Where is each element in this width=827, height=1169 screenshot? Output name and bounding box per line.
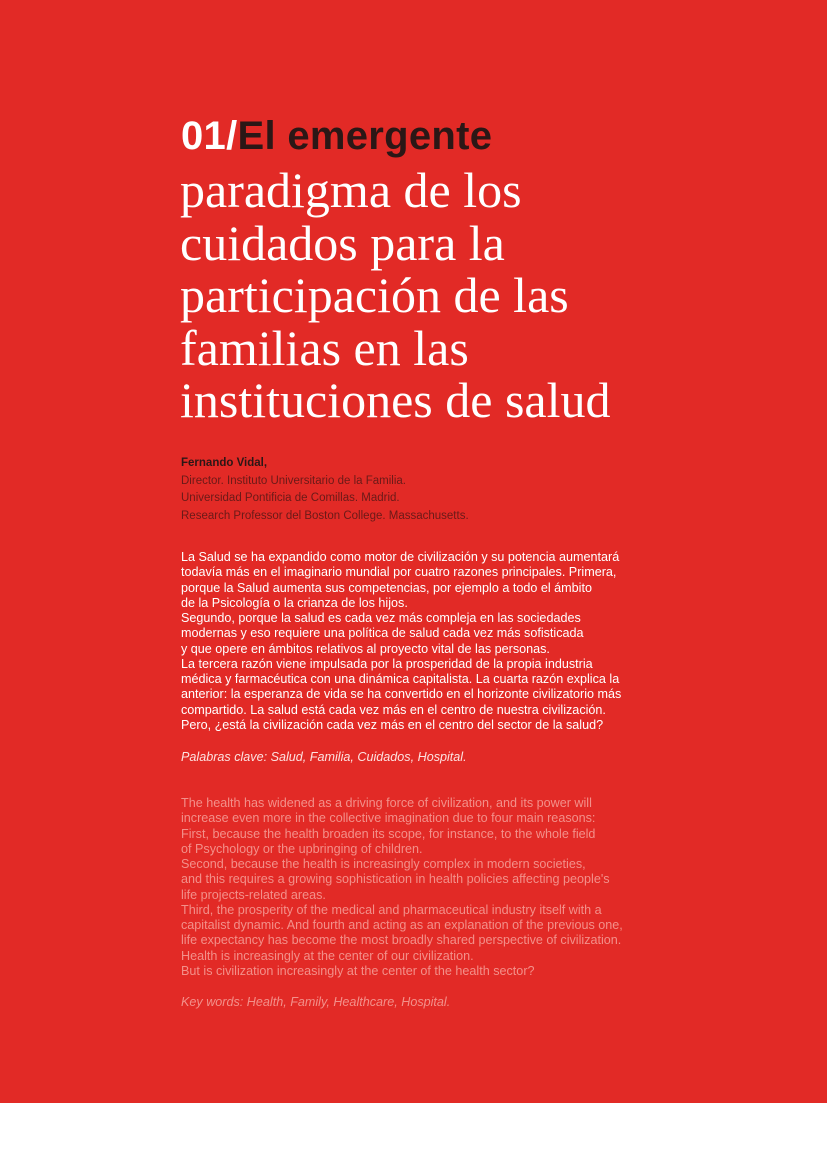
abstract-line: anterior: la esperanza de vida se ha convertido en el horizonte civilizatorio más bbox=[181, 687, 622, 702]
title-subtitle bbox=[180, 164, 611, 427]
title-line: instituciones de salud bbox=[180, 372, 611, 428]
abstract-line: life projects-related areas. bbox=[181, 887, 326, 902]
abstract-line: La tercera razón viene impulsada por la prosperidad de la propia industria bbox=[181, 656, 593, 671]
abstract-line: life expectancy has become the most broadly shared perspective of civilization. bbox=[181, 933, 622, 948]
author-affiliation: Research Professor del Boston College. Massachusetts. bbox=[181, 509, 469, 522]
author-name: Fernando Vidal, bbox=[181, 457, 268, 469]
abstract-line: First, because the health broaden its scope, for instance, to the whole field bbox=[181, 826, 596, 841]
abstract-line: Third, the prosperity of the medical and pharmaceutical industry itself with a bbox=[181, 902, 602, 917]
abstract-line: and this requires a growing sophistication in health policies affecting people's bbox=[181, 872, 610, 887]
abstract-spanish bbox=[181, 550, 621, 733]
abstract-line: Second, because the health is increasingly complex in modern societies, bbox=[181, 857, 586, 871]
abstract-line: de la Psicología o la crianza de los hijos. bbox=[181, 595, 408, 610]
keywords-spanish: Palabras clave: Salud, Familia, Cuidados, Hospital. bbox=[181, 750, 467, 764]
abstract-line: increase even more in the collective imagination due to four main reasons: bbox=[181, 811, 596, 826]
abstract-line: of Psychology or the upbringing of children. bbox=[181, 841, 423, 856]
abstract-line: y que opere en ámbitos relativos al proyecto vital de las personas. bbox=[181, 641, 550, 656]
abstract-line: Pero, ¿está la civilización cada vez más en el centro del sector de la salud? bbox=[181, 717, 604, 732]
abstract-line: capitalist dynamic. And fourth and acting as an explanation of the previous one, bbox=[181, 918, 623, 932]
title-line: cuidados para la bbox=[180, 214, 505, 271]
abstract-line: porque la Salud aumenta sus competencias, por ejemplo a todo el ámbito bbox=[181, 580, 592, 595]
abstract-line: médica y farmacéutica con una dinámica capitalista. La cuarta razón explica la bbox=[181, 672, 620, 686]
abstract-line: todavía más en el imaginario mundial por cuatro razones principales. Primera, bbox=[181, 565, 617, 580]
abstract-line: Health is increasingly at the center of our civilization. bbox=[181, 948, 474, 963]
abstract-english bbox=[181, 796, 623, 979]
abstract-line: But is civilization increasingly at the center of the health sector? bbox=[181, 963, 535, 978]
article-title bbox=[181, 112, 492, 160]
abstract-line: La Salud se ha expandido como motor de civilización y su potencia aumentará bbox=[181, 550, 620, 564]
abstract-line: compartido. La salud está cada vez más en el centro de nuestra civilización. bbox=[181, 702, 606, 717]
author-affiliation: Universidad Pontificia de Comillas. Madrid. bbox=[181, 492, 400, 505]
abstract-line: modernas y eso requiere una política de salud cada vez más sofisticada bbox=[181, 626, 584, 641]
author-affiliation: Director. Instituto Universitario de la Familia. bbox=[181, 474, 406, 487]
author-block bbox=[181, 455, 469, 525]
abstract-line: The health has widened as a driving force of civilization, and its power will bbox=[181, 796, 592, 810]
keywords-english: Key words: Health, Family, Healthcare, Hospital. bbox=[181, 995, 451, 1009]
title-bold: El emergente bbox=[237, 114, 493, 158]
title-line: participación de las bbox=[180, 267, 569, 323]
title-line: familias en las bbox=[180, 319, 469, 376]
title-line: paradigma de los bbox=[180, 162, 522, 218]
abstract-line: Segundo, porque la salud es cada vez más compleja en las sociedades bbox=[181, 611, 581, 625]
article-number: 01/ bbox=[181, 114, 238, 158]
